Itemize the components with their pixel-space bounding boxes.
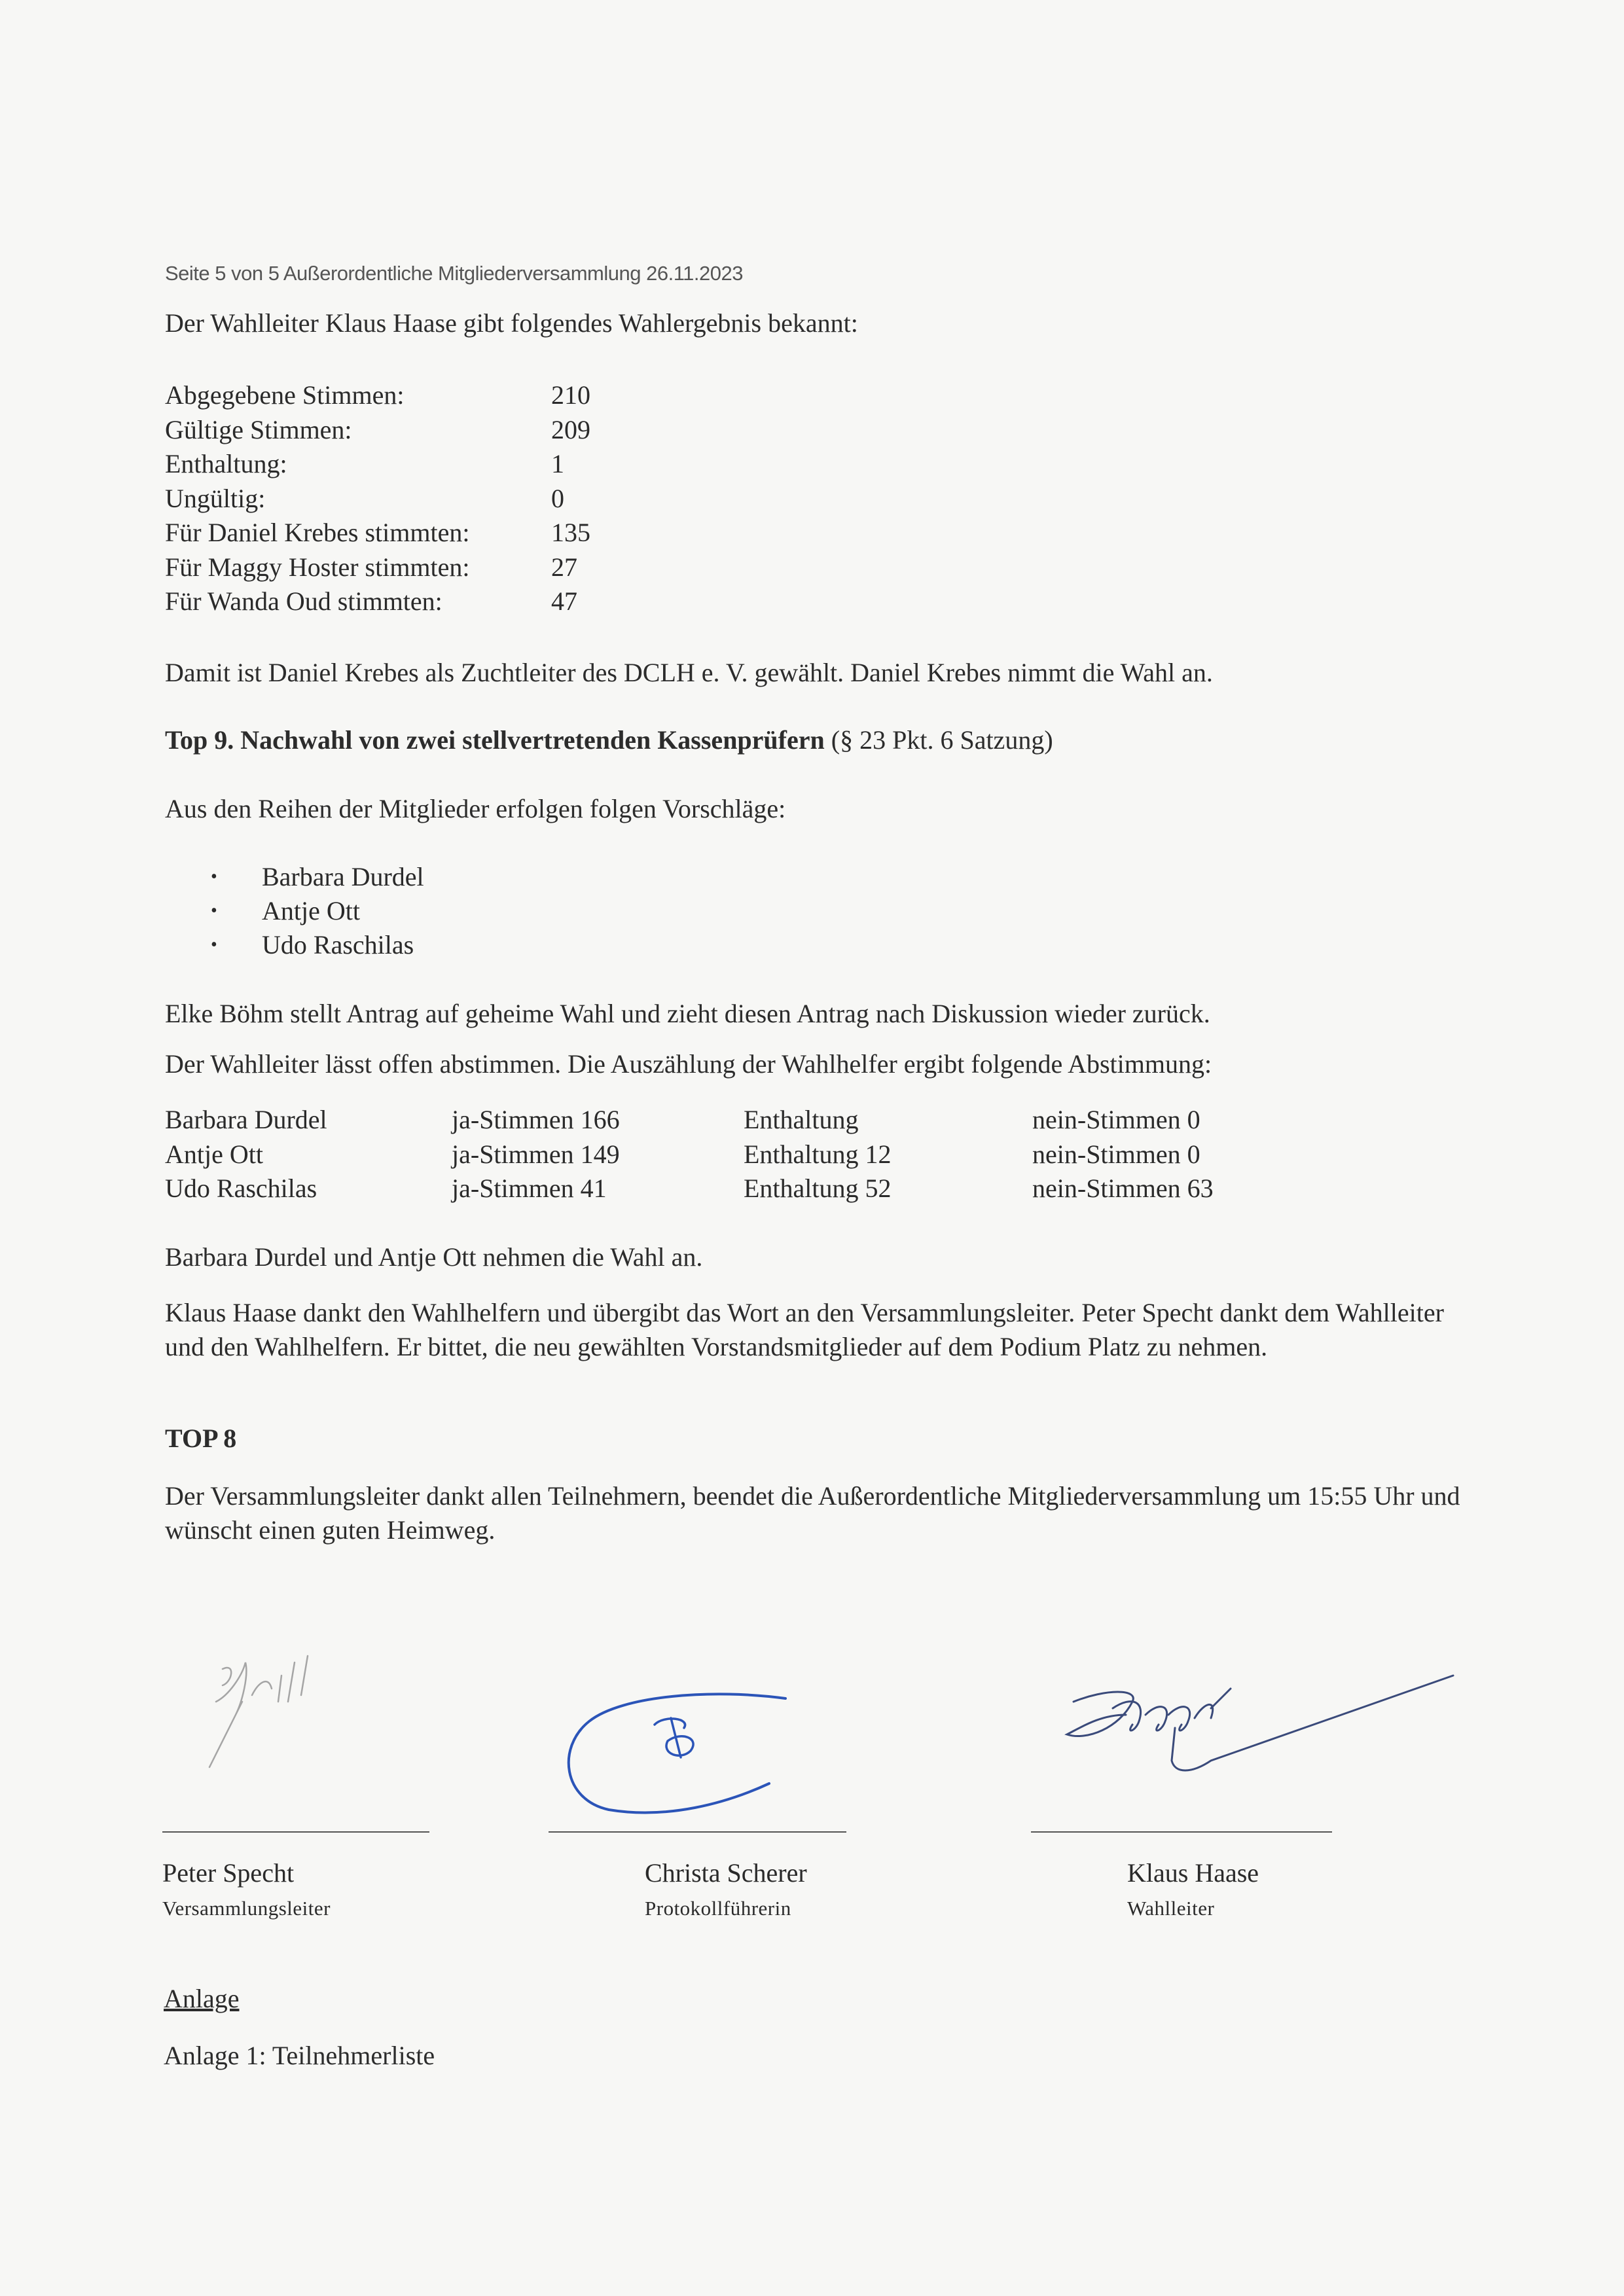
document-page: Seite 5 von 5 Außerordentliche Mitgliederversammlung 26.11.2023 Der Wahlleiter Klaus Haase gibt folgendes Wahlergebnis bekannt: Abgegebene Stimmen: 210 Gültige Stimmen: 209 Enthaltung: 1 Ungültig: 0 Für Daniel Krebes stimmten: 135 Für Maggy Hoster stimmten: 27 Für Wanda Oud stimmten: 47 Damit ist Daniel Krebes als Zuchtleiter des DCLH e. V. gewählt. Daniel Krebes nimmt die Wahl an. Top 9. Nachwahl von zwei stellvertretenden Kassenprüfern (§ 23 Pkt. 6 Satzung) Aus den Reihen der Mitglieder erfolgen folgen Vorschläge: • Barbara Durdel • Antje Ott • Udo Raschilas Elke Böhm stellt Antrag auf geheime Wahl und zieht diesen Antrag nach Diskussion wieder zurück. Der Wahlleiter lässt offen abstimmen. Die Auszählung der Wahlhelfer ergibt folgende Abstimmung: Barbara Durdel ja-Stimmen 166 Enthaltung nein-Stimmen 0 Antje Ott ja-Stimmen 149 Enthaltung 12 nein-Stimmen 0 Udo Raschilas ja-Stimmen 41 Enthaltung 52 nein-Stimmen 63 Barbara Durdel und Antje Ott nehmen die Wahl an. Klaus Haase dankt den Wahlhelfern und übergibt das Wort an den Versammlungsleiter. Peter Specht dankt dem Wahlleiter und den Wahlhelfern. Er bittet, die neu gewählten Vorstandsmitglieder auf dem Podium Platz zu nehmen. TOP 8 Der Versammlungsleiter dankt allen Teilnehmern, beendet die Außerordentliche Mitgliederversammlung um 15:55 Uhr und wünscht einen guten Heimweg. Peter Specht Versammlungsleiter Christa Scherer Protokollführerin Klaus Haase Wahlleiter Anlage Anlage 1: Teilnehmerliste [0, 0, 1624, 2296]
list-item: • Antje Ott [211, 896, 360, 925]
signatory-name: Peter Specht [162, 1858, 295, 1888]
signatory-name: Christa Scherer [645, 1858, 807, 1888]
top9-heading: Top 9. Nachwahl von zwei stellvertretenden Kassenprüfern (§ 23 Pkt. 6 Satzung) [165, 725, 1053, 755]
page-header: Seite 5 von 5 Außerordentliche Mitgliederversammlung 26.11.2023 [165, 262, 743, 285]
signature-line [1031, 1831, 1332, 1833]
proposals-intro: Aus den Reihen der Mitglieder erfolgen folgen Vorschläge: [165, 794, 786, 823]
signature-peter-specht [196, 1636, 406, 1767]
election-intro: Der Wahlleiter Klaus Haase gibt folgendes Wahlergebnis bekannt: [165, 308, 858, 338]
signatory-role: Versammlungsleiter [162, 1897, 331, 1920]
annex-item: Anlage 1: Teilnehmerliste [164, 2041, 435, 2070]
signatory-role: Wahlleiter [1127, 1897, 1215, 1920]
list-item: • Barbara Durdel [211, 862, 424, 891]
top8-text: Der Versammlungsleiter dankt allen Teilnehmern, beendet die Außerordentliche Mitgliederversammlung um 15:55 Uhr und wünscht einen guten Heimweg. [165, 1481, 1460, 1545]
signature-line [162, 1831, 429, 1833]
closing-remarks: Klaus Haase dankt den Wahlhelfern und übergibt das Wort an den Versammlungsleiter. Peter Specht dankt dem Wahlleiter und den Wahlhelfern. Er bittet, die neu gewählten Vorstandsmitglieder auf dem Podium Platz zu nehmen. [165, 1298, 1444, 1361]
table-row: Antje Ott ja-Stimmen 149 Enthaltung 12 nein-Stimmen 0 [165, 1139, 1200, 1169]
candidate-list [211, 860, 424, 962]
signatory-role: Protokollführerin [645, 1897, 791, 1920]
signature-christa-scherer [550, 1689, 799, 1820]
vote-intro: Der Wahlleiter lässt offen abstimmen. Die Auszählung der Wahlhelfer ergibt folgende Abstimmung: [165, 1049, 1212, 1079]
vote-table [165, 1103, 1409, 1206]
list-item: • Udo Raschilas [211, 930, 414, 960]
table-row: Barbara Durdel ja-Stimmen 166 Enthaltung nein-Stimmen 0 [165, 1105, 1200, 1134]
annex-heading: Anlage [164, 1984, 240, 2013]
signature-klaus-haase [1060, 1662, 1466, 1813]
result-statement: Damit ist Daniel Krebes als Zuchtleiter des DCLH e. V. gewählt. Daniel Krebes nimmt die Wahl an. [165, 658, 1213, 687]
table-row: Udo Raschilas ja-Stimmen 41 Enthaltung 52 nein-Stimmen 63 [165, 1174, 1214, 1203]
top8-heading: TOP 8 [165, 1424, 237, 1453]
signature-line [549, 1831, 846, 1833]
signatory-name: Klaus Haase [1127, 1858, 1259, 1888]
secret-ballot-motion: Elke Böhm stellt Antrag auf geheime Wahl und zieht diesen Antrag nach Diskussion wieder zurück. [165, 999, 1210, 1028]
acceptance-statement: Barbara Durdel und Antje Ott nehmen die Wahl an. [165, 1242, 703, 1272]
